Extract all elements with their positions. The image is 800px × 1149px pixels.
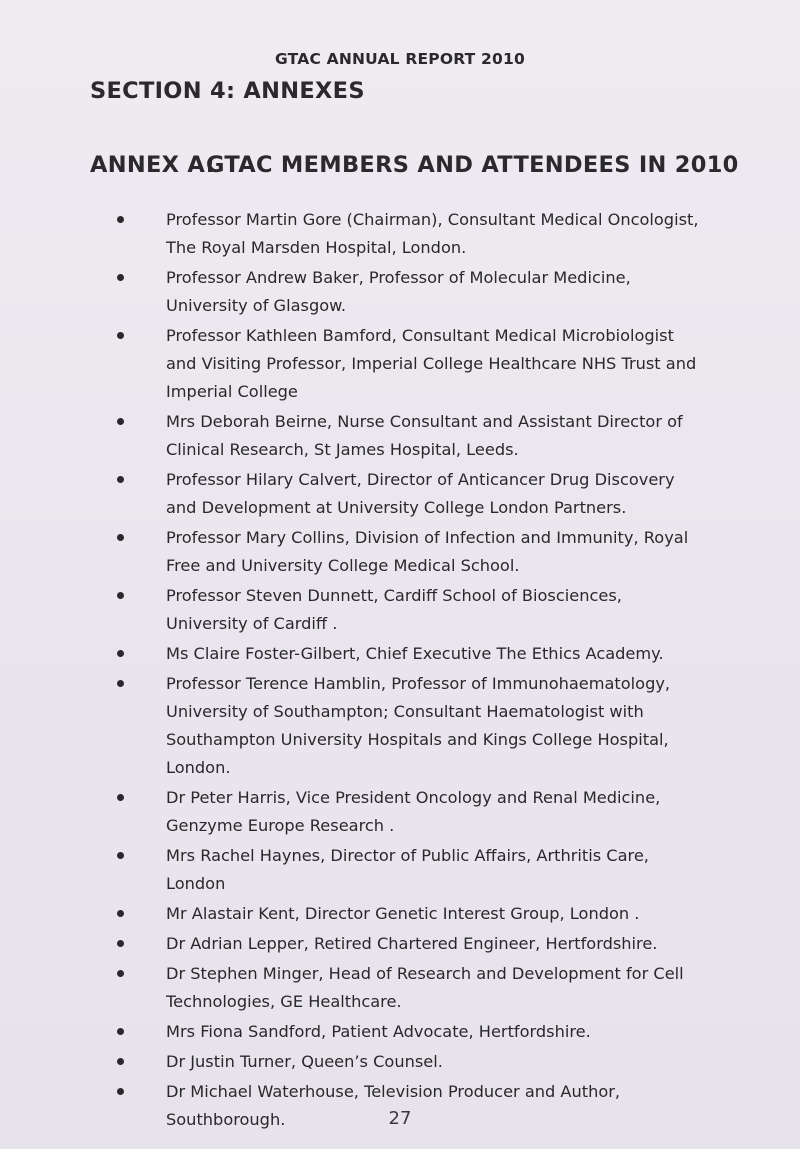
member-text: Mrs Rachel Haynes, Director of Public Affairs, Arthritis Care, London — [166, 846, 649, 893]
bullet-icon — [117, 1058, 124, 1065]
member-text: Dr Stephen Minger, Head of Research and Development for Cell Technologies, GE Healthcare. — [166, 964, 684, 1011]
member-text: Professor Mary Collins, Division of Infection and Immunity, Royal Free and University College Medical School. — [166, 528, 689, 575]
member-text: Mrs Deborah Beirne, Nurse Consultant and Assistant Director of Clinical Research, St James Hospital, Leeds. — [166, 412, 683, 459]
bullet-icon — [117, 794, 124, 801]
list-item — [0, 640, 700, 668]
bullet-icon — [117, 1028, 124, 1035]
member-text: Professor Andrew Baker, Professor of Molecular Medicine, University of Glasgow. — [166, 268, 631, 315]
member-text: Mr Alastair Kent, Director Genetic Interest Group, London . — [166, 904, 640, 923]
annex-label: ANNEX A: — [90, 152, 215, 178]
member-text: Dr Adrian Lepper, Retired Chartered Engineer, Hertfordshire. — [166, 934, 658, 953]
list-item — [0, 960, 700, 1016]
bullet-icon — [117, 1088, 124, 1095]
list-item — [0, 322, 700, 406]
member-text: Mrs Fiona Sandford, Patient Advocate, Hertfordshire. — [166, 1022, 591, 1041]
bullet-icon — [117, 650, 124, 657]
list-item — [0, 408, 700, 464]
annex-heading — [90, 152, 739, 178]
list-item — [0, 582, 700, 638]
bullet-icon — [117, 852, 124, 859]
bullet-icon — [117, 332, 124, 339]
running-head: GTAC ANNUAL REPORT 2010 — [275, 50, 525, 68]
member-text: Ms Claire Foster-Gilbert, Chief Executive The Ethics Academy. — [166, 644, 664, 663]
list-item — [0, 1018, 700, 1046]
bullet-icon — [117, 910, 124, 917]
list-item — [0, 524, 700, 580]
bullet-icon — [117, 940, 124, 947]
bullet-icon — [117, 970, 124, 977]
member-text: Professor Kathleen Bamford, Consultant Medical Microbiologist and Visiting Professor, Imperial College Healthcare NHS Trust and Imperial College — [166, 326, 697, 401]
list-item — [0, 784, 700, 840]
member-text: Dr Peter Harris, Vice President Oncology and Renal Medicine, Genzyme Europe Research . — [166, 788, 661, 835]
list-item — [0, 930, 700, 958]
member-text: Dr Michael Waterhouse, Television Producer and Author, Southborough. — [166, 1082, 621, 1129]
member-text: Professor Steven Dunnett, Cardiff School of Biosciences, University of Cardiff . — [166, 586, 622, 633]
bullet-icon — [117, 418, 124, 425]
members-list — [0, 206, 800, 1136]
list-item — [0, 842, 700, 898]
list-item — [0, 264, 700, 320]
list-item — [0, 900, 700, 928]
page-number: 27 — [388, 1108, 412, 1129]
bullet-icon — [117, 680, 124, 687]
bullet-icon — [117, 476, 124, 483]
section-title: SECTION 4: ANNEXES — [90, 78, 365, 104]
bullet-icon — [117, 274, 124, 281]
member-text: Professor Terence Hamblin, Professor of Immunohaematology, University of Southampton; Consultant Haematologist with Southampton University Hospitals and Kings College Hospital, London. — [166, 674, 671, 777]
list-item — [0, 670, 700, 782]
list-item — [0, 206, 700, 262]
bullet-icon — [117, 592, 124, 599]
bullet-icon — [117, 534, 124, 541]
member-text: Professor Hilary Calvert, Director of Anticancer Drug Discovery and Development at University College London Partners. — [166, 470, 675, 517]
bullet-icon — [117, 216, 124, 223]
list-item — [0, 466, 700, 522]
member-text: Dr Justin Turner, Queen’s Counsel. — [166, 1052, 443, 1071]
annex-title: GTAC MEMBERS AND ATTENDEES IN 2010 — [206, 152, 739, 178]
member-text: Professor Martin Gore (Chairman), Consultant Medical Oncologist, The Royal Marsden Hospital, London. — [166, 210, 699, 257]
list-item — [0, 1048, 700, 1076]
